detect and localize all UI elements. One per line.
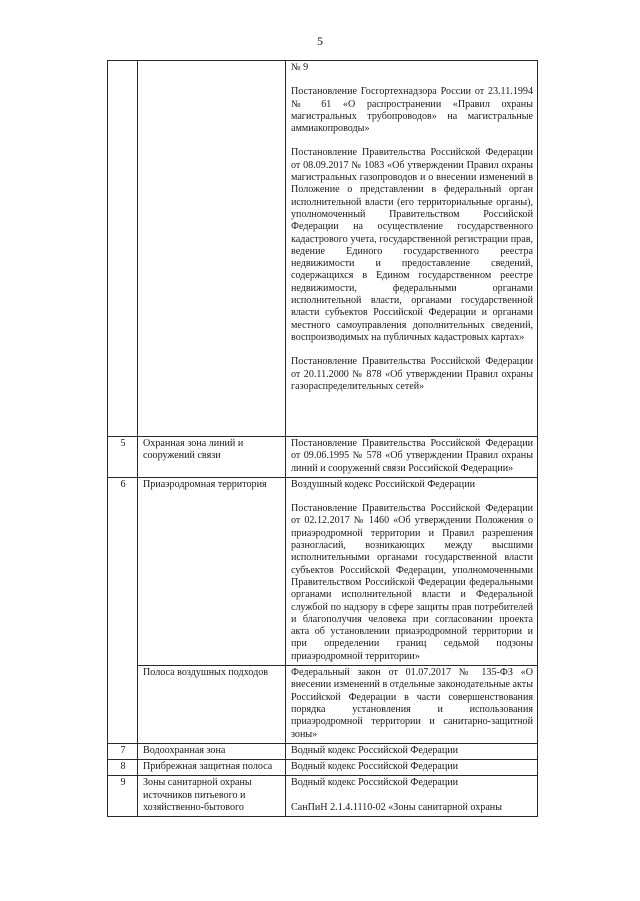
table-row	[108, 61, 538, 437]
document-text: Водный кодекс Российской Федерации	[291, 744, 459, 756]
document-cell	[286, 437, 538, 478]
zone-name: Водоохранная зона	[138, 743, 286, 759]
zone-name: Приаэродромная территория	[138, 477, 286, 665]
regulation-table	[107, 60, 538, 817]
document-text: Федеральный закон от 01.07.2017 № 135-ФЗ «О внесении изменений в отдельные законодательные акты Российской Федерации в части совершенствования порядка установления и использования приаэродромной территории и санитарно-защитной зоны»	[291, 667, 533, 740]
row-number: 7	[108, 743, 138, 759]
zone-name-cell	[138, 61, 286, 437]
page-number: 5	[317, 34, 323, 48]
document-cell	[286, 776, 538, 817]
row-number: 9	[108, 776, 138, 817]
zone-name: Прибрежная защитная полоса	[138, 760, 286, 776]
row-number: 8	[108, 760, 138, 776]
document-text: Водный кодекс Российской Федерации	[291, 761, 459, 773]
table-row	[108, 437, 538, 478]
row-number: 5	[108, 437, 138, 478]
document-cell	[286, 477, 538, 665]
document-text: Воздушный кодекс Российской Федерации	[291, 478, 476, 490]
zone-name: Зоны санитарной охраны источников питьевого и хозяйственно-бытового	[138, 776, 286, 817]
row-number-cell	[108, 61, 138, 437]
document-cell	[286, 61, 538, 437]
zone-name: Полоса воздушных подходов	[138, 666, 286, 744]
document-cell	[286, 760, 538, 776]
document-text: № 9	[291, 62, 309, 73]
document-text: Постановление Правительства Российской Федерации от 09.06.1995 № 578 «Об утверждении Правил охраны линий и сооружений связи Российской Федерации»	[291, 438, 533, 474]
document-cell	[286, 666, 538, 744]
table-row	[108, 760, 538, 776]
document-cell	[286, 743, 538, 759]
row-number: 6	[108, 477, 138, 743]
document-text: Водный кодекс Российской Федерации	[291, 777, 459, 789]
table-row	[108, 743, 538, 759]
table-row	[108, 776, 538, 817]
document-text: Постановление Госгортехнадзора России от 23.11.1994 № 61 «О распространении «Правил охраны магистральных трубопроводов» на магистральные аммиакопроводы»	[291, 86, 533, 135]
document-text: Постановление Правительства Российской Федерации от 02.12.2017 № 1460 «Об утверждении Положения о приаэродромной территории и Правил разрешения разногласий, возникающих между высшими исполнительными органами государственной власти субъектов Российской Федерации, уполномоченными Правительством Российской Федерации федеральными органами исполнительной власти и Федеральной службой по надзору в сфере защиты прав потребителей и благополучия человека при согласовании проекта акта об установлении приаэродромной территории и при определении границ седьмой подзоны приаэродромной территории»	[291, 503, 533, 662]
document-text: Постановление Правительства Российской Федерации от 20.11.2000 № 878 «Об утверждении Правил охраны газораспределительных сетей»	[291, 356, 533, 392]
table-row	[108, 477, 538, 665]
document-text: СанПиН 2.1.4.1110-02 «Зоны санитарной охраны	[291, 801, 502, 813]
zone-name: Охранная зона линий и сооружений связи	[138, 437, 286, 478]
document-text: Постановление Правительства Российской Федерации от 08.09.2017 № 1083 «Об утверждении Правил охраны магистральных газопроводов и о внесении изменений в Положение о представлении в федеральный орган исполнительной власти (его территориальные органы), уполномоченный Правительством Российской Федерации на осуществление государственного кадастрового учета, государственной регистрации прав, ведение Единого государственного реестра недвижимости и предоставление сведений, содержащихся в Едином государственном реестре недвижимости, федеральными органами исполнительной власти, органами государственной власти субъектов Российской Федерации и органами местного самоуправления дополнительных сведений, воспроизводимых на публичных кадастровых картах»	[291, 147, 533, 343]
table-row	[108, 666, 538, 744]
